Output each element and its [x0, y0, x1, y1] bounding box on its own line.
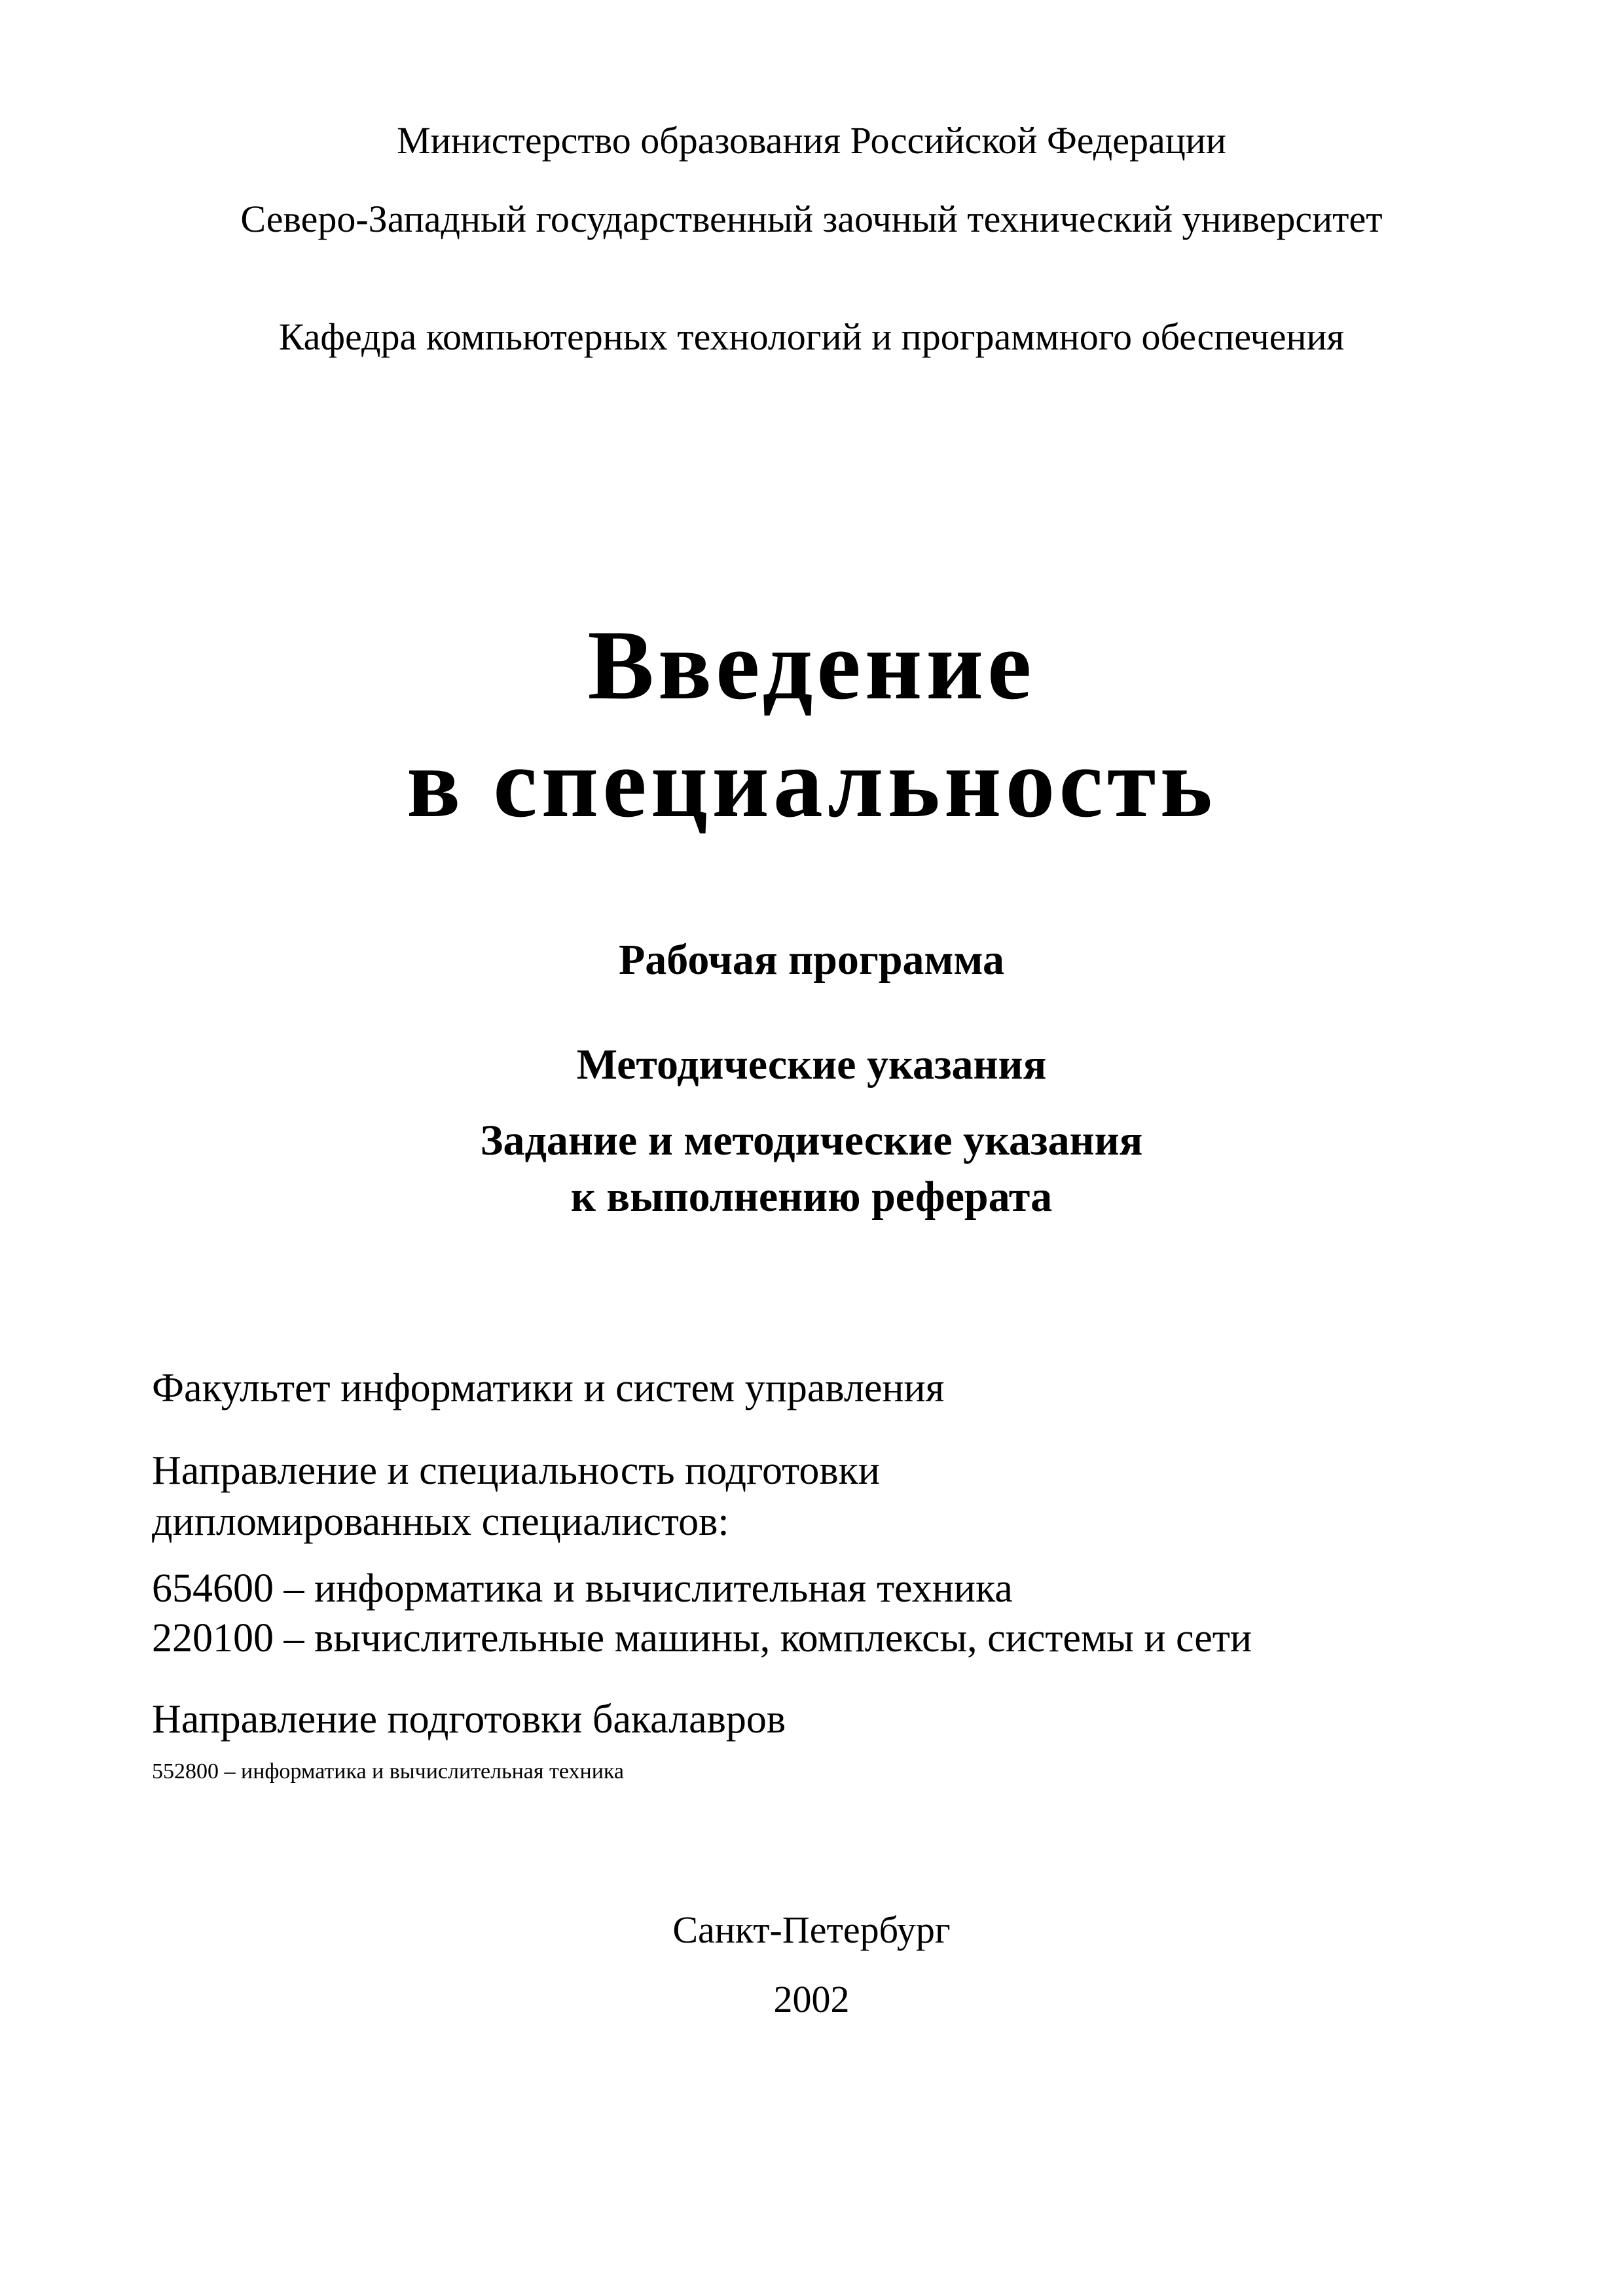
city-text: Санкт-Петербург	[672, 1909, 951, 1951]
direction-text-line-2: дипломированных специалистов:	[152, 1499, 729, 1544]
subtitle-task-line-1: Задание и методические указания	[480, 1117, 1143, 1164]
bachelor-specialty-552800: 552800 – информатика и вычислительная техника	[152, 1759, 625, 1784]
bachelor-direction-text: Направление подготовки бакалавров	[152, 1697, 786, 1742]
specialty-220100: 220100 – вычислительные машины, комплексы, системы и сети	[152, 1616, 1252, 1660]
subtitle-task-line-2: к выполнению реферата	[570, 1173, 1053, 1221]
direction-text-line-1: Направление и специальность подготовки	[152, 1448, 880, 1493]
subtitle-guidelines: Методические указания	[576, 1041, 1047, 1088]
specialty-654600: 654600 – информатика и вычислительная техника	[152, 1566, 1013, 1611]
faculty-text: Факультет информатики и систем управления	[152, 1366, 945, 1410]
document-title-line-2: в специальность	[407, 728, 1216, 838]
university-heading: Северо-Западный государственный заочный технический университет	[240, 198, 1383, 240]
subtitle-work-program: Рабочая программа	[618, 936, 1005, 984]
department-heading: Кафедра компьютерных технологий и программного обеспечения	[278, 315, 1345, 358]
year-text: 2002	[773, 1978, 850, 2020]
ministry-heading: Министерство образования Российской Федерации	[397, 119, 1226, 162]
document-title-line-1: Введение	[587, 610, 1036, 720]
